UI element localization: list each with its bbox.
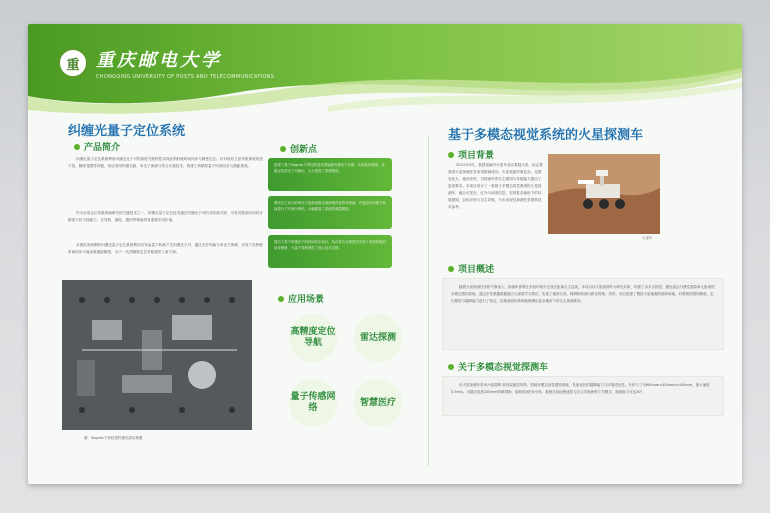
photo-caption: 图：Sagnac干涉仪型纠缠光源实物图 — [84, 436, 143, 440]
bullet-icon — [74, 144, 80, 150]
innovation-point-1: 搭建了基于Sagnac干涉仪的高亮度偏振纠缠光子对源，实现高纠缠度、高稳定性的光子对输出，大大提高了系统精度。 — [268, 158, 392, 191]
scene-sensing-network: 量子传感网络 — [290, 392, 336, 413]
column-divider — [428, 136, 429, 466]
right-project-title: 基于多模态视觉系统的火星探测车 — [448, 128, 644, 143]
mars-rover-photo — [548, 154, 660, 234]
exhibition-board — [28, 24, 742, 484]
section-overview — [448, 262, 494, 275]
mars-caption: 火星车 — [642, 236, 653, 240]
university-name: 重庆邮电大学 — [96, 50, 222, 71]
left-project-title: 纠缠光量子定位系统 — [68, 124, 186, 139]
bullet-icon — [448, 266, 454, 272]
innovation-heading: 创新点 — [290, 145, 318, 155]
innovation-point-2: 利用自主设计的单光子探测电路实现低噪声高效率探测，并通过时间数字转换提升了时间分辨率，大幅提高了系统的测量精度。 — [268, 196, 392, 229]
section-intro — [74, 140, 120, 153]
scenes-heading: 应用场景 — [288, 295, 325, 305]
scene-radar: 雷达探测 — [359, 332, 396, 343]
intro-paragraph-1: 纠缠光量子定位系统利用纠缠态光子对的高度关联特性实现亚纳秒级时间同步与精密定位。针对现有卫星导航系统易受干扰、精度受限等问题，项目采用纠缠光源、单光子探测与符合计数技术，构建了高精度量子时间同步与测距系统。 — [68, 157, 263, 168]
innovation-point-3: 提出了基于纠缠光子的时间同步协议，结合符合计数算法实现了亚纳秒级的同步精度，为量子导航提供了核心技术支撑。 — [268, 235, 392, 268]
section-innovation — [280, 142, 317, 155]
intro-paragraph-3: 本团队所研制的纠缠光量子定位系统利用自发参量下转换产生纠缠光子对，通过光纤传输与单光子探测，实现了皮秒级时间同步与毫米级测距精度，为下一代高精度定位导航提供了新方案。 — [68, 243, 263, 254]
overview-box: 随着火星探测任务的不断深入，探测车需要在未知环境中完成长距离自主巡视。本项目以火星探测车为研究对象，构建了由多目视觉、激光雷达与惯性测量单元组成的多模态感知系统。通过多传感器数据融合与深度学习算法，实现了地形分类、障碍物检测与路径规划。同时，项目搭建了模拟火星地貌的测试场地，对系统的感知精度、定位精度与越障能力进行了验证，结果表明该系统能够满足复杂地形下的自主探测需求。 — [442, 278, 724, 350]
scene-navigation: 高精度定位导航 — [290, 327, 336, 348]
university-english-name: CHONGQING UNIVERSITY OF POSTS AND TELECOMMUNICATIONS — [96, 74, 275, 80]
optical-lab-photo — [62, 280, 252, 430]
background-heading: 项目背景 — [458, 151, 495, 161]
section-scenes — [278, 292, 324, 305]
bullet-icon — [448, 364, 454, 370]
background-paragraph: 2021年5月，我国祝融号火星车成功着陆火星，标志着我国火星探测任务取得圆满成功。火星表面环境复杂，光照变化大、地形多样，对探测车的自主感知与导航能力提出了更高要求。本项目设计了一款基于多模态视觉系统的火星探测车，融合可见光、红外与深度信息，实现复杂地形下的环境感知、目标识别与自主导航，为未来深空探测任务提供技术参考。 — [448, 163, 543, 209]
bullet-icon — [280, 146, 286, 152]
about-box: 该火星探测车采用六轮摇臂-转向架悬挂结构，搭载多模态视觉感知系统，具备良好的越障能力与环境适应性。车体尺寸为600mm×450mm×400mm，最大速度0.5m/s，可越过高度150mm的障碍物，续航时间约4小时。系统支持远程遥控与自主导航两种工作模式，爬坡能力可达30°。 — [442, 376, 724, 416]
section-background — [448, 148, 494, 161]
intro-heading: 产品简介 — [84, 143, 121, 153]
about-heading: 关于多模态视觉探测车 — [458, 363, 549, 373]
overview-heading: 项目概述 — [458, 265, 495, 275]
intro-paragraph-2: 作为目前定位导航领域研究的关键技术之一，纠缠光量子定位技术通过纠缠光子对的非经典关联，可有效提高时间同步精度与抗干扰能力，在导航、测绘、通信等领域具有重要应用价值。 — [68, 211, 263, 222]
university-logo — [58, 46, 274, 80]
bullet-icon — [448, 152, 454, 158]
section-about — [448, 360, 548, 373]
bullet-icon — [278, 296, 284, 302]
scene-smart-medical: 智慧医疗 — [359, 397, 396, 408]
logo-emblem: 重 — [58, 48, 88, 78]
